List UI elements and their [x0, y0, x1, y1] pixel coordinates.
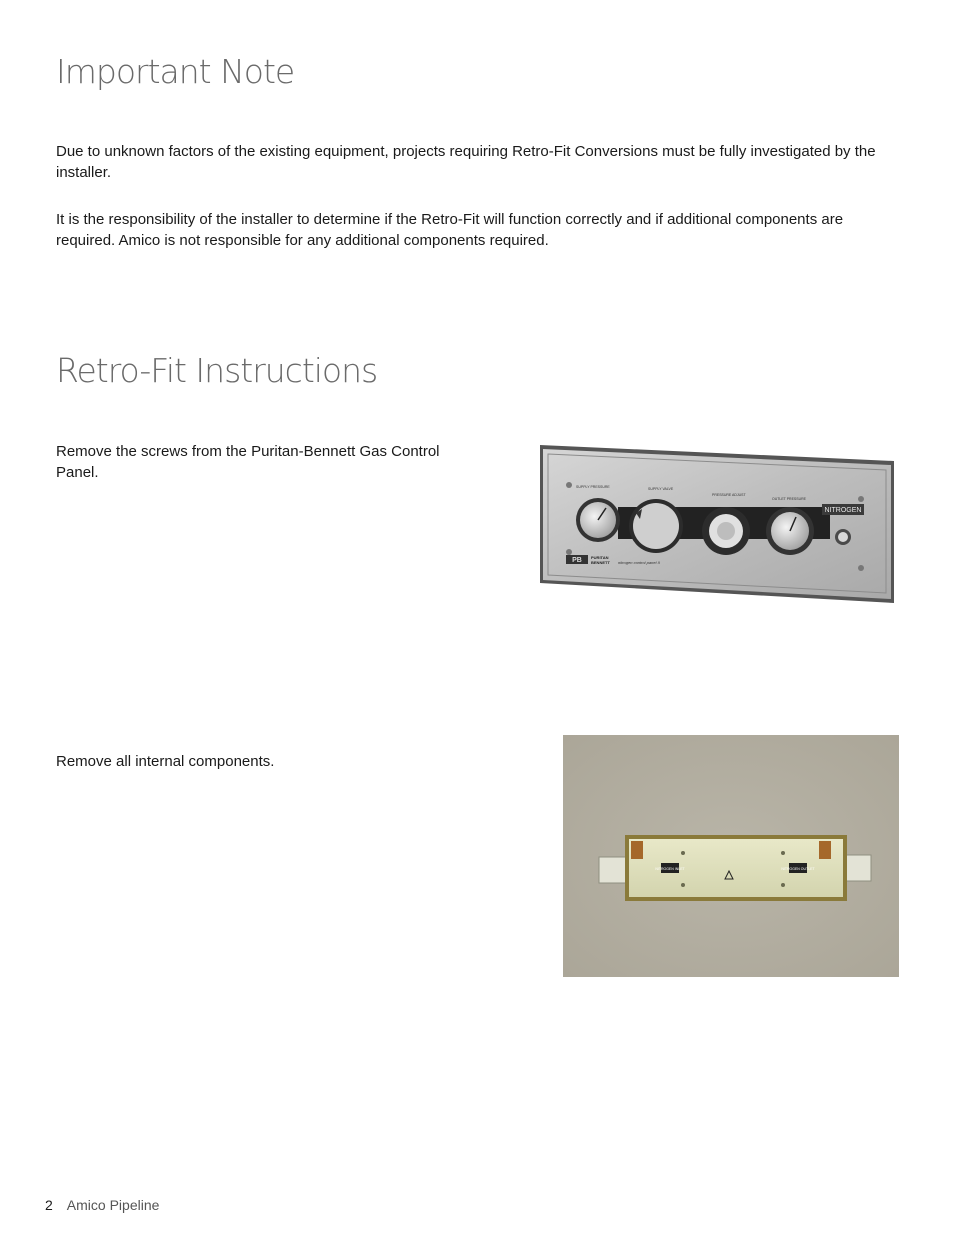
outlet-label: NITROGEN OUTLET — [781, 867, 815, 871]
brand-mark: PB — [572, 557, 582, 564]
outlet-pressure-label: OUTLET PRESSURE — [772, 497, 806, 501]
model-label: nitrogen control panel II — [618, 560, 660, 565]
outlet-fitting-icon — [819, 841, 831, 859]
footer-title: Amico Pipeline — [66, 1197, 160, 1213]
outlet-pressure-gauge-icon — [766, 507, 814, 555]
supply-pressure-gauge-icon — [576, 498, 620, 542]
supply-pressure-label: SUPPLY PRESSURE — [576, 485, 610, 489]
step-2-text: Remove all internal components. — [56, 753, 275, 770]
supply-valve-knob-icon — [629, 499, 683, 553]
brand-line-2: BENNETT — [591, 560, 610, 565]
note-paragraph-1: Due to unknown factors of the existing equipment, projects requiring Retro-Fit Conversions must be fully investigated by the installer. — [56, 143, 876, 181]
pressure-adjust-label: PRESSURE ADJUST — [712, 493, 746, 497]
empty-panel-box-photo — [563, 735, 899, 977]
brand-line-1: PURITAN — [591, 555, 609, 560]
page-number: 2 — [45, 1197, 53, 1213]
gas-control-panel-photo — [536, 441, 898, 607]
pressure-adjust-knob-icon — [702, 507, 750, 555]
inlet-fitting-icon — [631, 841, 643, 859]
heading-retro-fit-instructions: Retro-Fit Instructions — [56, 351, 378, 390]
step-1-text: Remove the screws from the Puritan-Bennett Gas Control Panel. — [56, 443, 440, 481]
note-paragraph-2: It is the responsibility of the installer to determine if the Retro-Fit will function correctly and if additional components are required. Amico is not responsible for any additional components required. — [56, 211, 844, 249]
supply-valve-label: SUPPLY VALVE — [648, 487, 674, 491]
outlet-fitting-icon — [835, 529, 851, 545]
heading-important-note: Important Note — [56, 52, 295, 91]
inlet-label: NITROGEN INLET — [655, 867, 685, 871]
page-footer — [45, 1197, 159, 1213]
gas-label: NITROGEN — [824, 507, 862, 514]
